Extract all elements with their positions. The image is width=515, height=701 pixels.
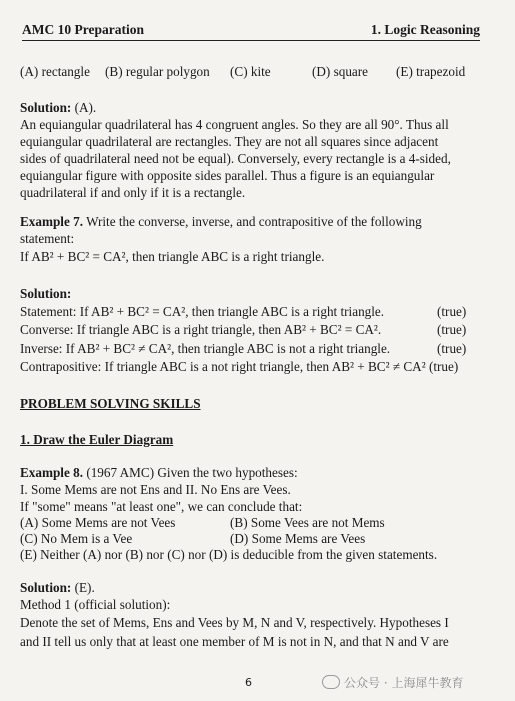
- option-e: (E) trapezoid: [396, 64, 466, 79]
- example-8-condition: If "some" means "at least one", we can conclude that:: [20, 499, 303, 514]
- solution-1-line: quadrilateral if and only if it is a rectangle.: [20, 185, 246, 200]
- solution-2-heading: Solution:: [20, 286, 72, 301]
- solution-3-line: and II tell us only that at least one member of M is not in N, and that N and V are: [20, 634, 449, 649]
- converse-tag: (true): [437, 322, 467, 337]
- choice-c: (C) No Mem is a Vee: [20, 531, 133, 546]
- watermark-text: 公众号 · 上海犀牛教育: [344, 676, 464, 690]
- inverse-tag: (true): [437, 341, 467, 356]
- choice-e: (E) Neither (A) nor (B) nor (C) nor (D) is deducible from the given statements.: [20, 547, 438, 562]
- solution-label: Solution:: [20, 580, 72, 595]
- solution-1-heading: [20, 100, 96, 116]
- section-title: PROBLEM SOLVING SKILLS: [20, 396, 201, 411]
- example-7-line-1: [20, 214, 422, 230]
- header-right: 1. Logic Reasoning: [370, 22, 480, 37]
- solution-3-line: Method 1 (official solution):: [20, 597, 171, 612]
- solution-3-line: Denote the set of Mems, Ens and Vees by M, N and V, respectively. Hypotheses I: [20, 615, 449, 630]
- option-a: (A) rectangle: [20, 64, 90, 79]
- page-number: 6: [245, 676, 252, 689]
- option-c: (C) kite: [230, 64, 271, 79]
- header-left: AMC 10 Preparation: [22, 22, 144, 37]
- converse-row: Converse: If triangle ABC is a right triangle, then AB² + BC² = CA².: [20, 322, 382, 337]
- solution-3-heading: [20, 580, 95, 596]
- choice-b: (B) Some Vees are not Mems: [230, 515, 385, 530]
- choice-a: (A) Some Mems are not Vees: [20, 515, 176, 530]
- watermark: [322, 674, 463, 691]
- page-header: [22, 22, 480, 41]
- statement-tag: (true): [437, 304, 467, 319]
- example-8-line-1: [20, 465, 298, 481]
- example-7-statement: If AB² + BC² = CA², then triangle ABC is a right triangle.: [20, 249, 325, 264]
- option-b: (B) regular polygon: [105, 64, 210, 79]
- subsection-title: 1. Draw the Euler Diagram: [20, 432, 174, 447]
- example-text: Write the converse, inverse, and contrapositive of the following: [83, 214, 422, 229]
- solution-1-line: equiangular figure with opposite sides parallel. Thus a figure is an equiangular: [20, 168, 435, 183]
- solution-answer: (A).: [71, 100, 97, 115]
- wechat-icon: [322, 675, 340, 689]
- solution-label: Solution:: [20, 100, 72, 115]
- example-8-hypotheses: I. Some Mems are not Ens and II. No Ens are Vees.: [20, 482, 291, 497]
- example-text: (1967 AMC) Given the two hypotheses:: [83, 465, 298, 480]
- choice-d: (D) Some Mems are Vees: [230, 531, 366, 546]
- option-d: (D) square: [312, 64, 369, 79]
- solution-answer: (E).: [71, 580, 95, 595]
- example-7-line-2: statement:: [20, 231, 75, 246]
- example-label: Example 7.: [20, 214, 84, 229]
- solution-1-line: sides of quadrilateral need not be equal). Conversely, every rectangle is a 4-sided,: [20, 151, 451, 166]
- inverse-row: Inverse: If AB² + BC² ≠ CA², then triangle ABC is not a right triangle.: [20, 341, 391, 356]
- solution-1-line: An equiangular quadrilateral has 4 congruent angles. So they are all 90°. Thus all: [20, 117, 449, 132]
- solution-1-line: equiangular quadrilateral are rectangles. They are not all squares since adjacent: [20, 134, 439, 149]
- statement-row: Statement: If AB² + BC² = CA², then triangle ABC is a right triangle.: [20, 304, 385, 319]
- example-label: Example 8.: [20, 465, 84, 480]
- contrapositive-row: Contrapositive: If triangle ABC is a not right triangle, then AB² + BC² ≠ CA² (true): [20, 359, 459, 374]
